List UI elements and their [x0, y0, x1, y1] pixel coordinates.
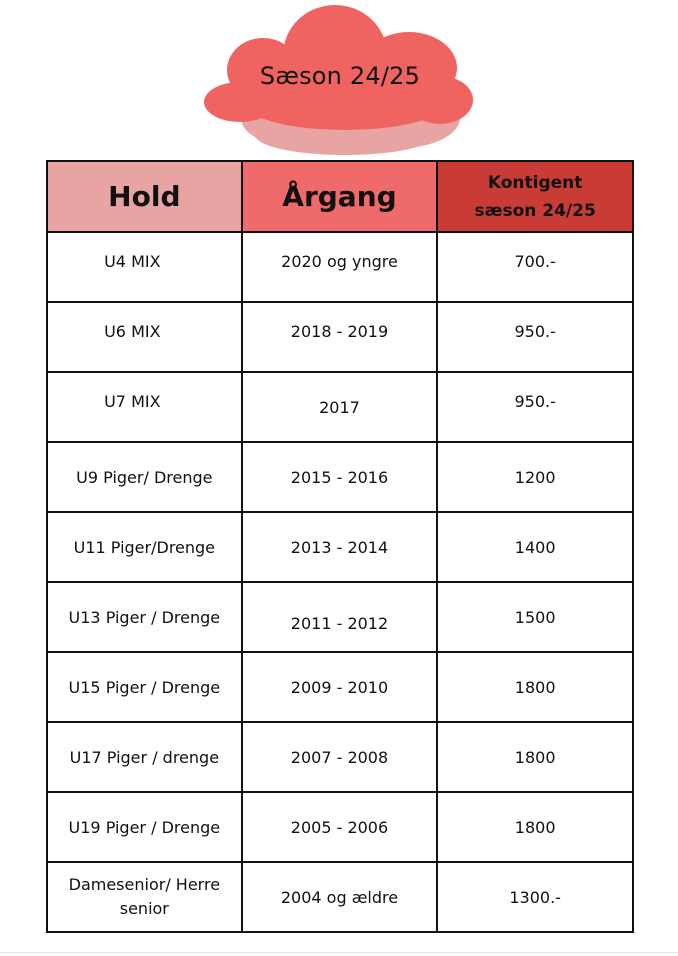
cell-hold [47, 792, 242, 862]
header-hold [47, 161, 242, 232]
hold-text: U15 Piger / Drenge [68, 677, 221, 697]
table-row [47, 512, 633, 582]
cell-argang [242, 232, 438, 302]
cell-argang [242, 442, 438, 512]
header-kontigent-line1: Kontigent [487, 172, 583, 193]
cell-hold [47, 862, 242, 932]
hold-text-line1: Damesenior/ Herre [68, 875, 221, 894]
cell-hold [47, 442, 242, 512]
argang-text: 2017 [319, 397, 360, 417]
kontigent-text: 1800 [514, 817, 556, 837]
cell-hold [47, 302, 242, 372]
hold-text: U9 Piger/ Drenge [76, 467, 213, 487]
argang-text: 2004 og ældre [280, 887, 399, 907]
hold-text: U4 MIX [104, 251, 161, 271]
cell-hold [47, 722, 242, 792]
cell-kontigent [437, 582, 633, 652]
kontigent-text: 950.- [514, 391, 556, 411]
hold-text: U7 MIX [104, 391, 161, 411]
fee-table [46, 160, 634, 933]
argang-text: 2009 - 2010 [290, 677, 389, 697]
page-title: Sæson 24/25 [259, 62, 421, 90]
table-row [47, 792, 633, 862]
cell-kontigent [437, 652, 633, 722]
cell-kontigent [437, 792, 633, 862]
cell-argang [242, 372, 438, 442]
cell-argang [242, 652, 438, 722]
argang-text: 2020 og yngre [281, 251, 398, 271]
argang-text: 2015 - 2016 [290, 467, 389, 487]
hold-text: U6 MIX [104, 321, 161, 341]
table-row [47, 582, 633, 652]
cell-kontigent [437, 232, 633, 302]
argang-text: 2005 - 2006 [290, 817, 389, 837]
kontigent-text: 950.- [514, 321, 556, 341]
header-kontigent [437, 161, 633, 232]
cell-kontigent [437, 372, 633, 442]
cell-hold [47, 372, 242, 442]
kontigent-text: 1800 [514, 747, 556, 767]
hold-text: U17 Piger / drenge [69, 747, 220, 767]
cell-hold [47, 232, 242, 302]
cell-argang [242, 512, 438, 582]
cell-kontigent [437, 512, 633, 582]
hold-text-line2: senior [119, 899, 169, 918]
hold-text: U19 Piger / Drenge [68, 817, 221, 837]
kontigent-text: 1800 [514, 677, 556, 697]
kontigent-text: 1300.- [509, 887, 561, 907]
table-row [47, 372, 633, 442]
table-row [47, 652, 633, 722]
cell-argang [242, 722, 438, 792]
table-row [47, 302, 633, 372]
cell-argang [242, 302, 438, 372]
cell-hold [47, 652, 242, 722]
table-row [47, 862, 633, 932]
table-row [47, 442, 633, 512]
title-cloud [195, 0, 485, 160]
hold-text: U11 Piger/Drenge [73, 537, 216, 557]
cell-hold [47, 582, 242, 652]
argang-text: 2011 - 2012 [290, 613, 389, 633]
cell-kontigent [437, 442, 633, 512]
cell-kontigent [437, 722, 633, 792]
header-argang-label: Årgang [282, 180, 397, 213]
cell-hold [47, 512, 242, 582]
table-row [47, 722, 633, 792]
cell-kontigent [437, 862, 633, 932]
header-argang [242, 161, 438, 232]
kontigent-text: 1500 [514, 607, 556, 627]
argang-text: 2007 - 2008 [290, 747, 389, 767]
kontigent-text: 1400 [514, 537, 556, 557]
header-kontigent-line2: sæson 24/25 [474, 200, 596, 221]
kontigent-text: 700.- [514, 251, 556, 271]
cell-argang [242, 582, 438, 652]
table-header-row [47, 161, 633, 232]
argang-text: 2018 - 2019 [290, 321, 389, 341]
argang-text: 2013 - 2014 [290, 537, 389, 557]
cell-argang [242, 862, 438, 932]
hold-text: U13 Piger / Drenge [68, 607, 221, 627]
table-row [47, 232, 633, 302]
kontigent-text: 1200 [514, 467, 556, 487]
cell-argang [242, 792, 438, 862]
cell-kontigent [437, 302, 633, 372]
page-divider [0, 952, 678, 953]
header-hold-label: Hold [108, 180, 181, 213]
